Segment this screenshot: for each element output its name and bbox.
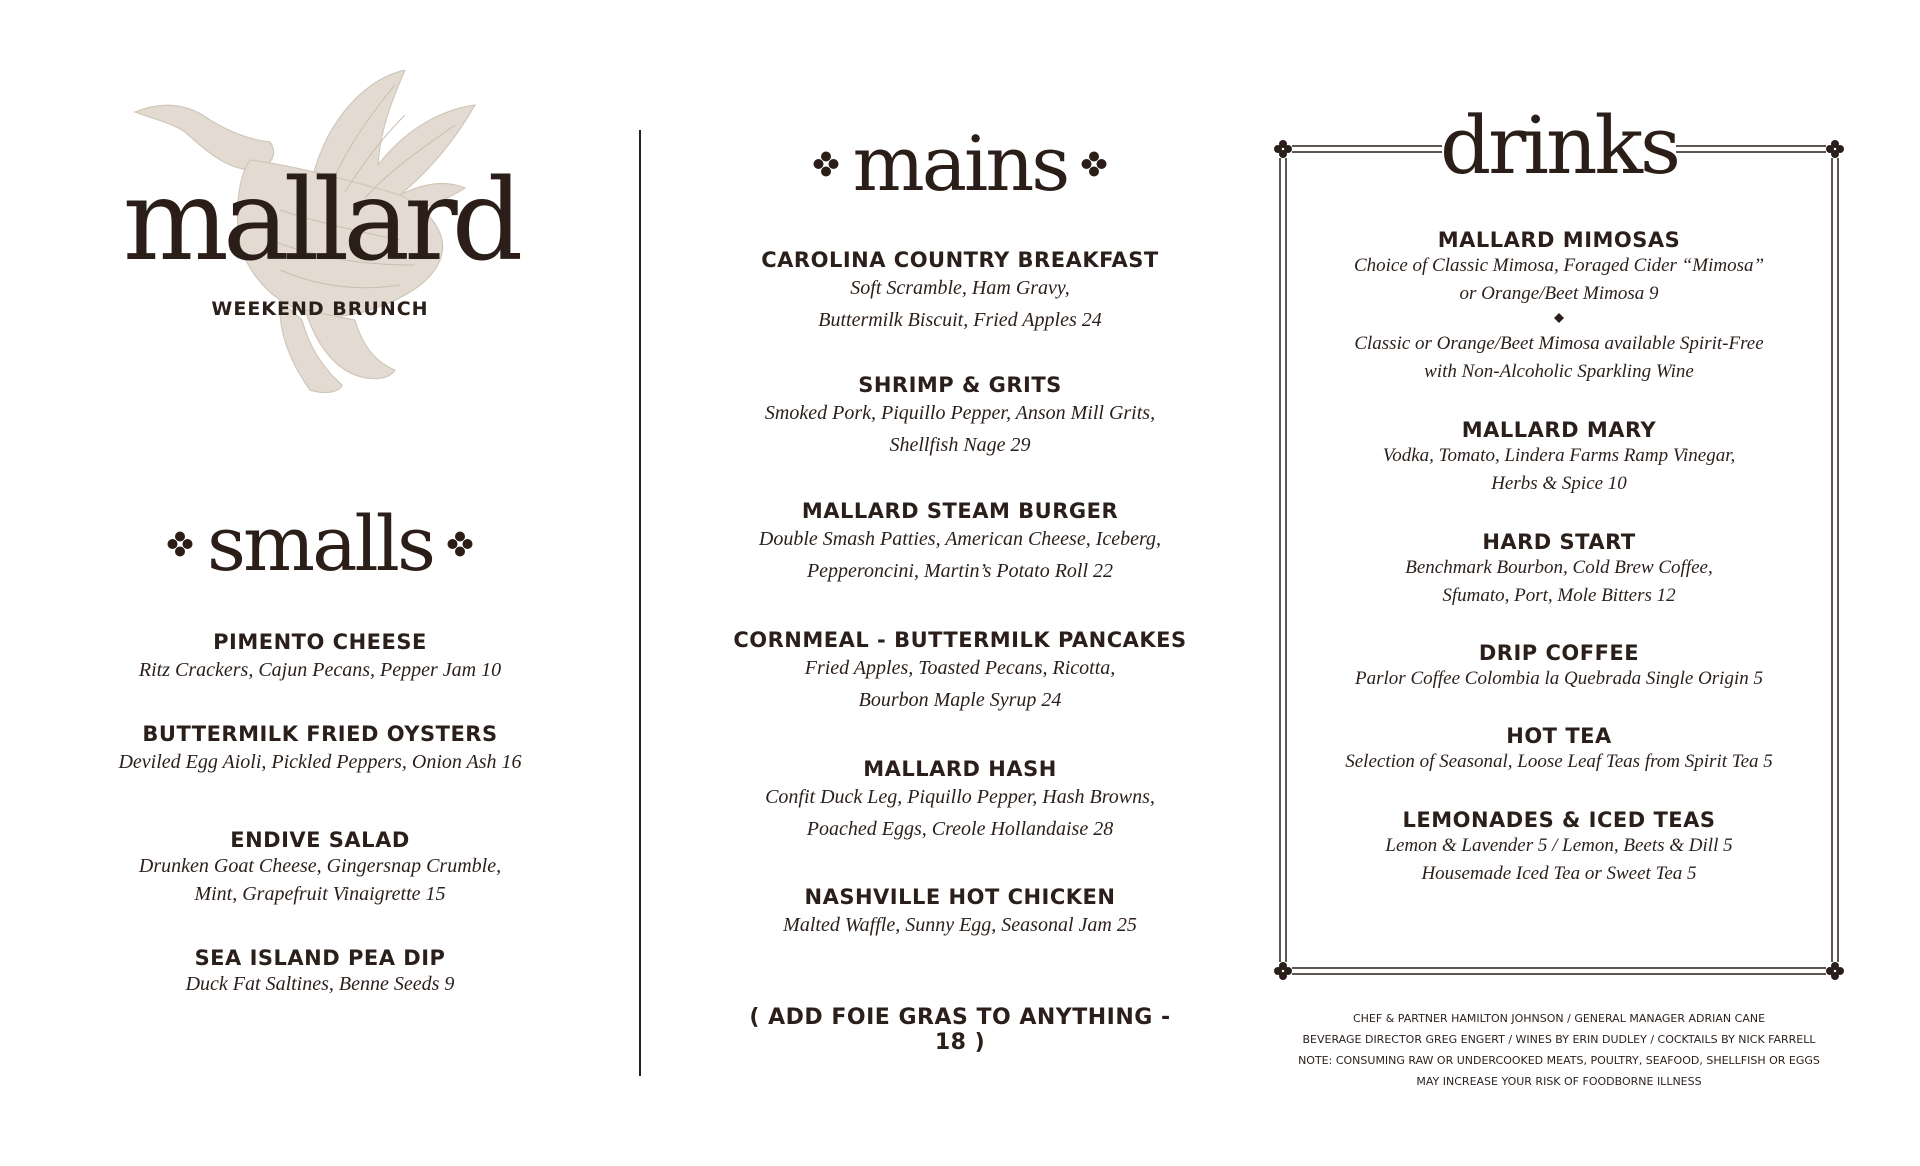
item-description: Confit Duck Leg, Piquillo Pepper, Hash Browns, [765, 786, 1155, 808]
item-description: or Orange/Beet Mimosa 9 [1459, 283, 1659, 304]
item-name: BUTTERMILK FRIED OYSTERS [142, 722, 498, 746]
item-description: Fried Apples, Toasted Pecans, Ricotta, [804, 657, 1116, 679]
item-name: HOT TEA [1506, 724, 1612, 748]
drinks-heading [1430, 99, 1688, 192]
brand-subtitle: WEEKEND BRUNCH [211, 298, 429, 320]
footer-line: MAY INCREASE YOUR RISK OF FOODBORNE ILLNESS [1416, 1075, 1702, 1088]
menu-item [1290, 641, 1828, 693]
menu-item [730, 628, 1190, 716]
item-description: Double Smash Patties, American Cheese, Iceberg, [758, 528, 1162, 550]
menu-item [90, 828, 550, 908]
smalls-heading-text: smalls [207, 499, 433, 588]
item-name: MALLARD HASH [863, 757, 1057, 781]
footer-line: NOTE: CONSUMING RAW OR UNDERCOOKED MEATS, POULTRY, SEAFOOD, SHELLFISH OR EGGS [1298, 1054, 1820, 1067]
addon-note [730, 1005, 1190, 1055]
item-description: Sfumato, Port, Mole Bitters 12 [1442, 585, 1676, 606]
item-description: Lemon & Lavender 5 / Lemon, Beets & Dill 5 [1385, 835, 1733, 856]
item-description: Drunken Goat Cheese, Gingersnap Crumble, [138, 855, 502, 877]
diamond-divider [1290, 308, 1828, 330]
menu-item [730, 757, 1190, 845]
mains-heading-text: mains [852, 119, 1068, 208]
item-name: MALLARD STEAM BURGER [801, 499, 1119, 523]
column-divider [639, 130, 641, 1076]
addon-note-text: ( ADD FOIE GRAS TO ANYTHING - 18 ) [749, 1005, 1171, 1055]
item-name: HARD START [1482, 530, 1636, 554]
item-name: PIMENTO CHEESE [213, 630, 427, 654]
drinks-heading-text: drinks [1439, 99, 1679, 192]
menu-item [1290, 418, 1828, 498]
quatrefoil-flower-icon [813, 151, 839, 177]
item-description: Vodka, Tomato, Lindera Farms Ramp Vinegar, [1382, 445, 1736, 466]
footer-line: CHEF & PARTNER HAMILTON JOHNSON / GENERAL MANAGER ADRIAN CANE [1352, 1012, 1766, 1025]
mains-heading [740, 119, 1180, 208]
item-description: Buttermilk Biscuit, Fried Apples 24 [818, 309, 1102, 331]
item-name: MALLARD MARY [1461, 418, 1657, 442]
item-name: SEA ISLAND PEA DIP [194, 946, 446, 970]
item-description: Bourbon Maple Syrup 24 [858, 689, 1062, 711]
menu-item [730, 373, 1190, 461]
menu-item [1290, 808, 1828, 888]
diamond-icon [1554, 313, 1564, 323]
menu-item [1290, 724, 1828, 776]
menu-footer [1270, 1008, 1848, 1092]
item-description: Deviled Egg Aioli, Pickled Peppers, Onion Ash 16 [118, 751, 522, 773]
quatrefoil-flower-icon [167, 531, 193, 557]
item-description: Parlor Coffee Colombia la Quebrada Single Origin 5 [1355, 668, 1763, 689]
item-name: CAROLINA COUNTRY BREAKFAST [761, 248, 1159, 272]
menu-item [730, 248, 1190, 336]
menu-item [1290, 530, 1828, 610]
item-note: Classic or Orange/Beet Mimosa available Spirit-Free [1354, 333, 1764, 354]
item-description: Poached Eggs, Creole Hollandaise 28 [806, 818, 1114, 840]
footer-line: BEVERAGE DIRECTOR GREG ENGERT / WINES BY ERIN DUDLEY / COCKTAILS BY NICK FARRELL [1302, 1033, 1816, 1046]
item-name: MALLARD MIMOSAS [1437, 228, 1681, 252]
menu-item [90, 630, 550, 686]
item-name: SHRIMP & GRITS [858, 373, 1062, 397]
item-description: Soft Scramble, Ham Gravy, [850, 277, 1070, 299]
quatrefoil-flower-icon [447, 531, 473, 557]
quatrefoil-flower-icon [1081, 151, 1107, 177]
item-name: DRIP COFFEE [1478, 641, 1640, 665]
menu-item [90, 946, 550, 998]
item-description: Shellfish Nage 29 [889, 434, 1031, 456]
menu-item [730, 499, 1190, 587]
item-name: CORNMEAL - BUTTERMILK PANCAKES [733, 628, 1187, 652]
smalls-heading [90, 499, 550, 588]
item-name: NASHVILLE HOT CHICKEN [804, 885, 1116, 909]
item-description: Malted Waffle, Sunny Egg, Seasonal Jam 25 [783, 914, 1137, 936]
item-description: Mint, Grapefruit Vinaigrette 15 [194, 883, 446, 905]
item-name: LEMONADES & ICED TEAS [1402, 808, 1716, 832]
item-description: Smoked Pork, Piquillo Pepper, Anson Mill Grits, [764, 402, 1156, 424]
item-description: Housemade Iced Tea or Sweet Tea 5 [1421, 863, 1697, 884]
brand-logo [100, 70, 540, 410]
brand-name: mallard [122, 156, 518, 286]
item-description: Pepperoncini, Martin’s Potato Roll 22 [806, 560, 1114, 582]
item-description: Selection of Seasonal, Loose Leaf Teas from Spirit Tea 5 [1345, 751, 1773, 772]
item-description: Herbs & Spice 10 [1491, 473, 1627, 494]
item-description: Ritz Crackers, Cajun Pecans, Pepper Jam 10 [138, 659, 502, 681]
menu-item [1290, 228, 1828, 386]
item-description: Duck Fat Saltines, Benne Seeds 9 [185, 973, 455, 995]
item-description: Choice of Classic Mimosa, Foraged Cider “Mimosa” [1353, 255, 1765, 276]
item-name: ENDIVE SALAD [230, 828, 410, 852]
item-note: with Non-Alcoholic Sparkling Wine [1424, 361, 1694, 382]
item-description: Benchmark Bourbon, Cold Brew Coffee, [1405, 557, 1713, 578]
menu-item [90, 722, 550, 778]
menu-item [730, 885, 1190, 941]
